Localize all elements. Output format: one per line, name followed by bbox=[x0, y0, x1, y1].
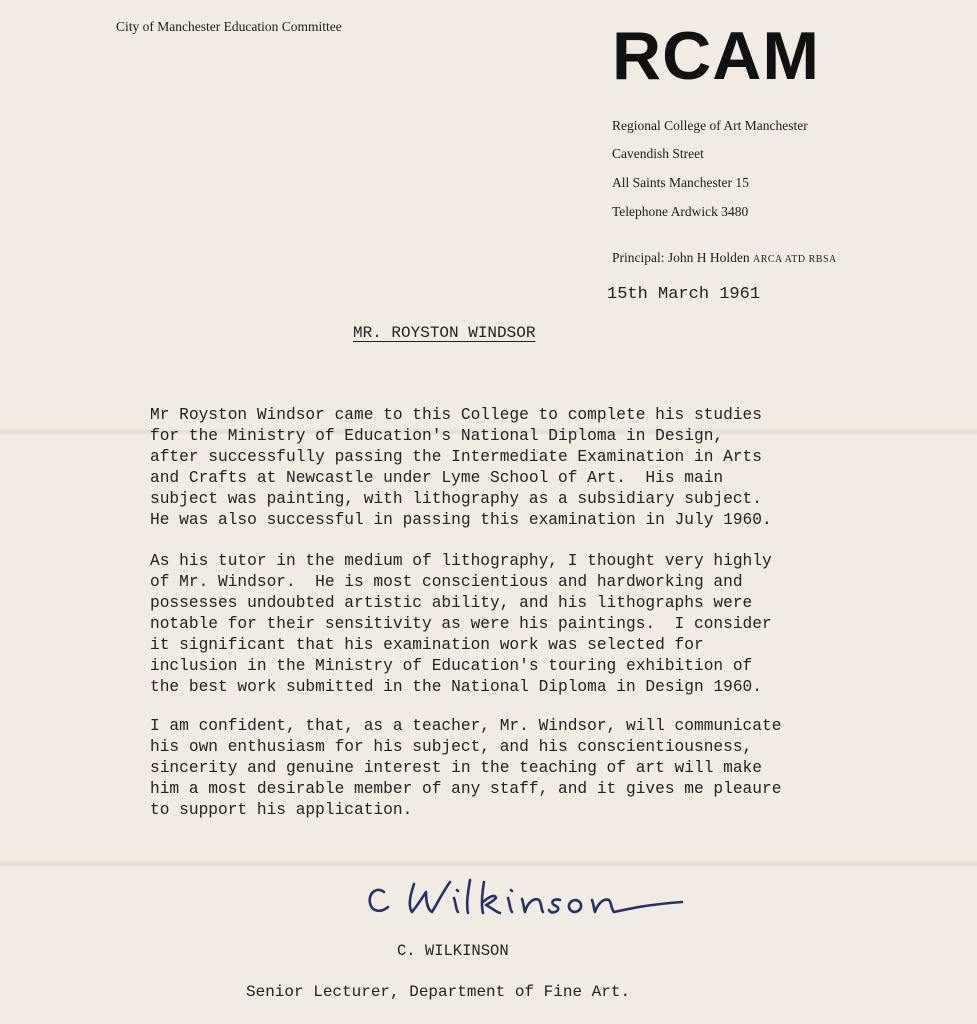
signatory-title: Senior Lecturer, Department of Fine Art. bbox=[246, 983, 631, 1001]
paragraph-2: As his tutor in the medium of lithography, I thought very highly of Mr. Windsor. He is most conscientious and hardworking and possesses undoubted artistic ability, and his lithographs were notable for their sensitivity as were his paintings. I consider it significant that his examination work was selected for inclusion in the Ministry of Education's touring exhibition of the best work submitted in the National Diploma in Design 1960. bbox=[150, 552, 772, 696]
handwritten-signature bbox=[362, 872, 692, 937]
letter-date: 15th March 1961 bbox=[607, 285, 761, 304]
principal-name: John H Holden bbox=[667, 250, 750, 265]
signature-drawing bbox=[362, 872, 692, 932]
address-line-city: All Saints Manchester 15 bbox=[612, 175, 749, 190]
principal-qualifications: ARCA ATD RBSA bbox=[753, 254, 837, 265]
principal-label: Principal: bbox=[612, 250, 665, 265]
address-line-telephone: Telephone Ardwick 3480 bbox=[612, 204, 749, 219]
college-logo: RCAM bbox=[612, 18, 820, 94]
paragraph-1: Mr Royston Windsor came to this College to complete his studies for the Ministry of Education's National Diploma in Design, after successfully passing the Intermediate Examination in Arts and Crafts at Newcastle under Lyme School of Art. His main subject was painting, with lithography as a subsidiary subject. He was also successful in passing this examination in July 1960. bbox=[150, 406, 772, 529]
signatory-name: C. WILKINSON bbox=[397, 942, 509, 960]
address-line-street: Cavendish Street bbox=[612, 146, 704, 161]
paragraph-3: I am confident, that, as a teacher, Mr. Windsor, will communicate his own enthusiasm for his subject, and his conscientiousness, sincerity and genuine interest in the teaching of art will make him a most desirable member of any staff, and it gives me pleaure to support his application. bbox=[150, 717, 782, 819]
principal-line bbox=[612, 250, 837, 266]
letter-subject: MR. ROYSTON WINDSOR bbox=[353, 324, 536, 342]
address-line-college: Regional College of Art Manchester bbox=[612, 118, 808, 133]
committee-heading: City of Manchester Education Committee bbox=[116, 19, 342, 34]
